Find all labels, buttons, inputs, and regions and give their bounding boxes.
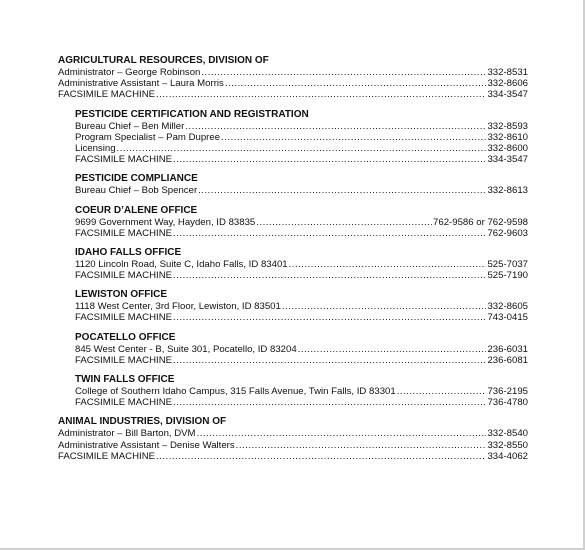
section-heading: ANIMAL INDUSTRIES, DIVISION OF — [58, 416, 227, 428]
directory-entry — [75, 270, 528, 281]
entry-label: FACSIMILE MACHINE — [75, 354, 173, 366]
entry-phone: 334-3547 — [487, 154, 528, 166]
entry-phone: 332-8550 — [487, 439, 528, 451]
entry-label: 9699 Government Way, Hayden, ID 83835 — [75, 216, 256, 228]
entry-label: 1118 West Center, 3rd Floor, Lewiston, ID 83501 — [75, 301, 281, 313]
directory-entry — [58, 89, 528, 100]
dot-leader — [173, 228, 486, 239]
dot-leader — [156, 451, 486, 462]
entry-phone: 736-4780 — [487, 397, 528, 409]
entry-phone: 332-8600 — [487, 142, 528, 154]
section-heading: PESTICIDE COMPLIANCE — [75, 173, 198, 185]
dot-leader — [198, 185, 486, 196]
entry-phone: 525-7037 — [487, 258, 528, 270]
dot-leader — [156, 89, 486, 100]
dot-leader — [256, 217, 432, 228]
directory-entry — [75, 386, 528, 397]
entry-phone: 236-6031 — [487, 343, 528, 355]
entry-label: FACSIMILE MACHINE — [75, 312, 173, 324]
entry-label: FACSIMILE MACHINE — [75, 154, 173, 166]
directory-entry — [75, 154, 528, 165]
entry-label: Bureau Chief – Ben Miller — [75, 120, 185, 132]
entry-label: 845 West Center - B, Suite 301, Pocatello, ID 83204 — [75, 343, 297, 355]
section-heading: POCATELLO OFFICE — [75, 331, 176, 343]
section-heading: LEWISTON OFFICE — [75, 289, 168, 301]
directory-section — [75, 173, 528, 196]
entry-phone: 762-9586 or 762-9598 — [433, 216, 528, 228]
directory-section — [75, 205, 528, 239]
entry-label: FACSIMILE MACHINE — [58, 89, 156, 101]
directory-entry — [75, 312, 528, 323]
dot-leader — [173, 312, 486, 323]
entry-label: Licensing — [75, 142, 116, 154]
entry-phone: 762-9603 — [487, 227, 528, 239]
directory-section — [75, 109, 528, 166]
directory-entry — [58, 451, 528, 462]
directory-section — [75, 289, 528, 323]
dot-leader — [117, 143, 487, 154]
directory-section — [75, 247, 528, 281]
directory-entry — [58, 67, 528, 78]
directory-entry — [75, 143, 528, 154]
entry-label: FACSIMILE MACHINE — [58, 450, 156, 462]
dot-leader — [236, 440, 487, 451]
entry-phone: 332-8606 — [487, 78, 528, 90]
dot-leader — [173, 355, 486, 366]
entry-label: FACSIMILE MACHINE — [75, 397, 173, 409]
directory-entry — [58, 78, 528, 89]
entry-phone: 332-8610 — [487, 131, 528, 143]
directory-section — [58, 55, 528, 101]
dot-leader — [289, 259, 487, 270]
entry-phone: 236-6081 — [487, 354, 528, 366]
directory-section — [75, 332, 528, 366]
dot-leader — [397, 386, 487, 397]
directory-section — [58, 416, 528, 462]
dot-leader — [197, 428, 487, 439]
directory-entry — [58, 440, 528, 451]
dot-leader — [201, 67, 486, 78]
dot-leader — [221, 132, 486, 143]
entry-label: Administrator – George Robinson — [58, 67, 201, 78]
section-heading: TWIN FALLS OFFICE — [75, 374, 175, 385]
entry-phone: 332-8613 — [487, 185, 528, 197]
section-heading: COEUR D’ALENE OFFICE — [75, 204, 198, 216]
section-heading: AGRICULTURAL RESOURCES, DIVISION OF — [58, 55, 269, 66]
directory-entry — [58, 428, 528, 439]
directory-entry — [75, 185, 528, 196]
dot-leader — [173, 270, 486, 281]
entry-label: Administrative Assistant – Denise Walters — [58, 439, 235, 451]
entry-phone: 332-8531 — [487, 67, 528, 78]
entry-phone: 332-8605 — [487, 301, 528, 313]
entry-label: Administrator – Bill Barton, DVM — [58, 428, 196, 440]
section-heading: PESTICIDE CERTIFICATION AND REGISTRATION — [75, 108, 309, 120]
entry-label: 1120 Lincoln Road, Suite C, Idaho Falls, ID 83401 — [75, 258, 288, 270]
entry-label: FACSIMILE MACHINE — [75, 270, 173, 282]
entry-phone: 743-0415 — [487, 312, 528, 324]
entry-label: Bureau Chief – Bob Spencer — [75, 185, 198, 197]
dot-leader — [173, 397, 486, 408]
entry-phone: 334-3547 — [487, 89, 528, 101]
directory-entry — [75, 344, 528, 355]
dot-leader — [298, 344, 487, 355]
directory-entry — [75, 355, 528, 366]
entry-phone: 334-4062 — [487, 450, 528, 462]
directory-entry — [75, 132, 528, 143]
directory-listing — [58, 55, 528, 470]
directory-entry — [75, 259, 528, 270]
directory-section — [75, 374, 528, 408]
dot-leader — [225, 78, 487, 89]
entry-label: Program Specialist – Pam Dupree — [75, 131, 221, 143]
directory-entry — [75, 301, 528, 312]
entry-phone: 525-7190 — [487, 270, 528, 282]
entry-label: College of Southern Idaho Campus, 315 Falls Avenue, Twin Falls, ID 83301 — [75, 386, 396, 397]
entry-phone: 736-2195 — [487, 386, 528, 397]
entry-phone: 332-8540 — [487, 428, 528, 440]
directory-entry — [75, 217, 528, 228]
directory-entry — [75, 121, 528, 132]
dot-leader — [185, 121, 486, 132]
entry-label: FACSIMILE MACHINE — [75, 227, 173, 239]
entry-phone: 332-8593 — [487, 120, 528, 132]
directory-entry — [75, 228, 528, 239]
dot-leader — [282, 301, 487, 312]
dot-leader — [173, 154, 486, 165]
entry-label: Administrative Assistant – Laura Morris — [58, 78, 224, 90]
directory-entry — [75, 397, 528, 408]
section-heading: IDAHO FALLS OFFICE — [75, 246, 182, 258]
